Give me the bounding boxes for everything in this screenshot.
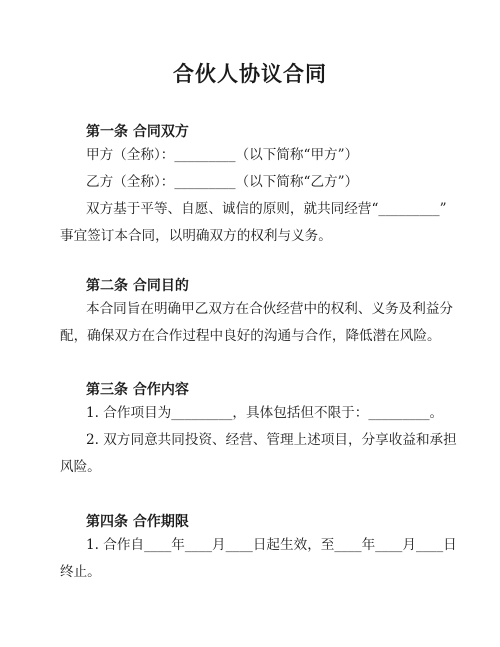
- purpose-line: 本合同旨在明确甲乙双方在合伙经营中的权利、义务及利益分: [86, 301, 454, 317]
- term-item-1-continued: 终止。: [60, 564, 101, 580]
- section-heading-content: 第三条 合作内容: [86, 382, 189, 398]
- party-a-line: 甲方（全称）：_________（以下简称“甲方”）: [86, 147, 359, 163]
- content-item-1: 1. 合作项目为_________，具体包括但不限于：_________。: [86, 405, 444, 421]
- section-heading-purpose: 第二条 合同目的: [86, 278, 189, 294]
- content-item-2: 2. 双方同意共同投资、经营、管理上述项目，分享收益和承担: [86, 432, 457, 448]
- term-item-1: 1. 合作自____年____月____日起生效，至____年____月____日: [86, 537, 457, 553]
- content-item-2-continued: 风险。: [60, 459, 101, 475]
- principle-line: 双方基于平等、自愿、诚信的原则，就共同经营“_________”: [86, 201, 447, 217]
- purpose-line-continued: 配，确保双方在合作过程中良好的沟通与合作，降低潜在风险。: [60, 328, 441, 344]
- section-heading-term: 第四条 合作期限: [86, 514, 189, 530]
- section-heading-parties: 第一条 合同双方: [86, 124, 189, 140]
- party-b-line: 乙方（全称）：_________（以下简称“乙方”）: [86, 174, 359, 190]
- principle-line-continued: 事宜签订本合同，以明确双方的权利与义务。: [60, 228, 332, 244]
- document-title: 合伙人协议合同: [173, 62, 327, 86]
